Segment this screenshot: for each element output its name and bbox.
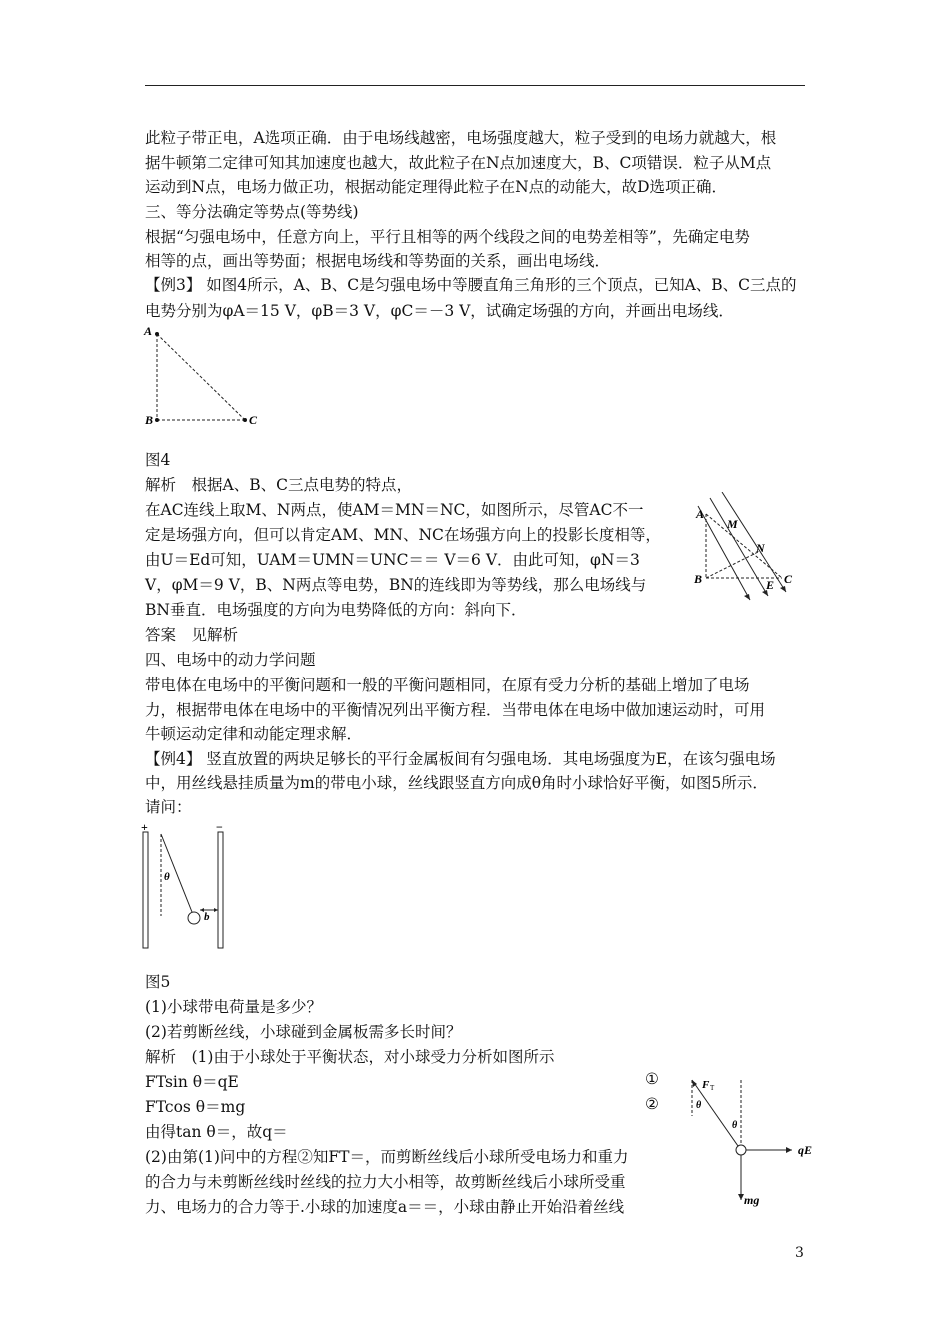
text-line: 定是场强方向，但可以肯定AM、MN、NC在场强方向上的投影长度相等，	[145, 526, 661, 544]
label-qe: qE	[798, 1143, 813, 1157]
figure-caption: 图4	[145, 451, 171, 469]
text-line: 解析 (1)由于小球处于平衡状态，对小球受力分析如图所示	[145, 1048, 555, 1066]
figure-caption: 图5	[145, 973, 171, 991]
text-line: 此粒子带正电，A选项正确．由于电场线越密，电场强度越大，粒子受到的电场力就越大，根	[145, 129, 777, 147]
text-line: (2)若剪断丝线，小球碰到金属板需多长时间？	[145, 1023, 462, 1041]
text-line: 由U＝Ed可知，UAM＝UMN＝UNC＝＝ V＝6 V．由此可知，φN＝3	[145, 551, 640, 569]
equation-2: FTcos θ＝mg	[145, 1098, 246, 1116]
label-theta-top: θ	[696, 1100, 702, 1111]
text-line: 中，用丝线悬挂质量为m的带电小球，丝线跟竖直方向成θ角时小球恰好平衡，如图5所示．	[145, 774, 768, 792]
label-theta-bottom: θ	[732, 1120, 738, 1131]
text-line: 力，根据带电体在电场中的平衡情况列出平衡方程．当带电体在电场中做加速运动时，可用	[145, 701, 766, 719]
label-ft: F	[702, 1079, 710, 1091]
header-rule	[145, 85, 805, 86]
text-line: (1)小球带电荷量是多少？	[145, 998, 322, 1016]
label-b: b	[204, 911, 210, 923]
equation-marker: ②	[645, 1095, 659, 1113]
label-a: A	[144, 324, 153, 338]
figure-4-triangle	[140, 320, 270, 430]
text-line: 请问：	[145, 798, 192, 816]
example-3-line: 【例3】 如图4所示，A、B、C是匀强电场中等腰直角三角形的三个顶点，已知A、B、C三点的	[145, 276, 797, 294]
label-ft-subscript: T	[710, 1084, 715, 1092]
label-b: B	[694, 572, 703, 586]
text-line: 相等的点，画出等势面；根据电场线和等势面的关系，画出电场线．	[145, 252, 611, 270]
figure-solution-field-lines	[690, 492, 805, 602]
example-4-line: 【例4】 竖直放置的两块足够长的平行金属板间有匀强电场．其电场强度为E，在该匀强电场	[145, 750, 776, 768]
text-line: 力、电场力的合力等于.小球的加速度a＝＝，小球由静止开始沿着丝线	[145, 1198, 625, 1216]
label-e: E	[766, 578, 775, 592]
figure-force-diagram	[680, 1070, 825, 1220]
text-line: 电势分别为φA＝15 V，φB＝3 V，φC＝－3 V，试确定场强的方向，并画出电场线．	[145, 302, 734, 320]
text-line: 牛顿运动定律和动能定理求解．	[145, 725, 363, 743]
label-mg: mg	[744, 1193, 760, 1207]
text-line: 带电体在电场中的平衡问题和一般的平衡问题相同，在原有受力分析的基础上增加了电场	[145, 676, 750, 694]
label-c: C	[249, 413, 258, 427]
figure-5-plates	[138, 822, 238, 952]
text-line: 根据“匀强电场中，任意方向上，平行且相等的两个线段之间的电势差相等”，先确定电势	[145, 228, 750, 246]
text-line: 答案 见解析	[145, 626, 239, 644]
label-a: A	[696, 507, 705, 521]
text-line: 据牛顿第二定律可知其加速度也越大，故此粒子在N点加速度大，B、C项错误．粒子从M点	[145, 154, 772, 172]
label-b: B	[145, 413, 154, 427]
equation-1: FTsin θ＝qE	[145, 1073, 239, 1091]
text-line: V，φM＝9 V，B、N两点等电势，BN的连线即为等势线，那么电场线与	[145, 576, 647, 594]
section-heading: 三、等分法确定等势点(等势线)	[145, 203, 359, 221]
minus-sign: −	[216, 822, 223, 834]
text-line: (2)由第(1)问中的方程②知FT＝，而剪断丝线后小球所受电场力和重力	[145, 1148, 629, 1166]
label-m: M	[727, 517, 738, 531]
text-line: 的合力与未剪断丝线时丝线的拉力大小相等，故剪断丝线后小球所受重	[145, 1173, 626, 1191]
section-heading: 四、电场中的动力学问题	[145, 651, 316, 669]
text-line: 运动到N点，电场力做正功，根据动能定理得此粒子在N点的动能大，故D选项正确．	[145, 178, 728, 196]
equation-marker: ①	[645, 1070, 659, 1088]
text-line: BN垂直．电场强度的方向为电势降低的方向：斜向下．	[145, 601, 527, 619]
label-n: N	[756, 541, 765, 555]
label-theta: θ	[164, 871, 170, 883]
text-line: 在AC连线上取M、N两点，使AM＝MN＝NC，如图所示，尽管AC不一	[145, 501, 644, 519]
text-line: 解析 根据A、B、C三点电势的特点，	[145, 476, 412, 494]
text-line: 由得tan θ＝，故q＝	[145, 1123, 288, 1141]
label-c: C	[784, 572, 793, 586]
page-number: 3	[795, 1245, 804, 1261]
plus-sign: +	[141, 822, 148, 834]
